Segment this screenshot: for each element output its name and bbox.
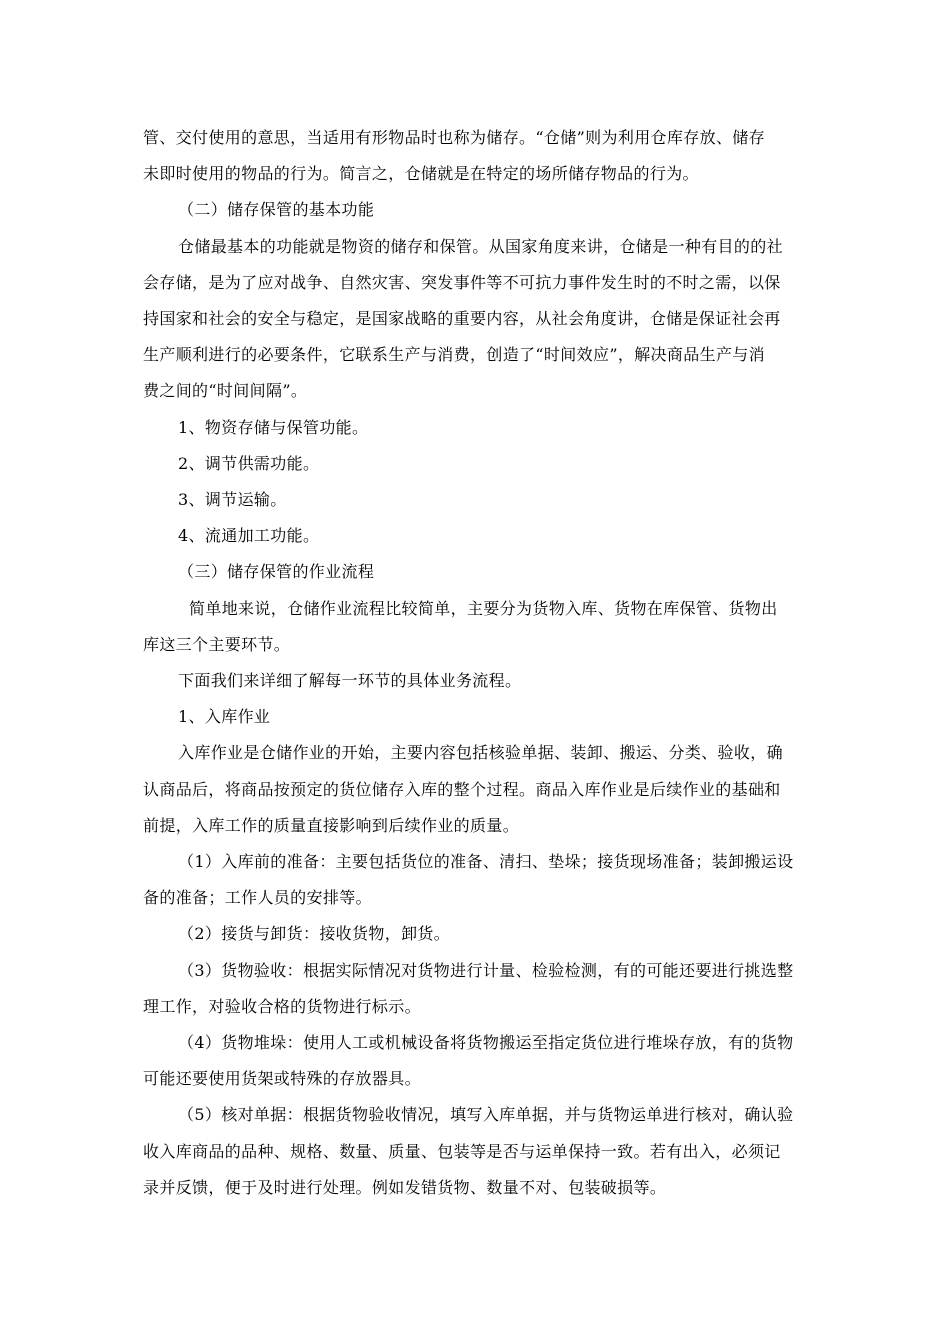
text-line: 前提，入库工作的质量直接影响到后续作业的质量。 <box>143 815 520 835</box>
text-line: 理工作，对验收合格的货物进行标示。 <box>143 996 421 1016</box>
text-line: 持国家和社会的安全与稳定，是国家战略的重要内容，从社会角度讲，仓储是保证社会再 <box>143 309 781 329</box>
text-line: 收入库商品的品种、规格、数量、质量、包装等是否与运单保持一致。若有出入，必须记 <box>143 1141 781 1161</box>
list-item: 2、调节供需功能。 <box>178 453 320 473</box>
list-item: （3）货物验收：根据实际情况对货物进行计量、检验检测，有的可能还要进行挑选整 <box>178 960 794 980</box>
list-item: （1）入库前的准备：主要包括货位的准备、清扫、垫垛；接货现场准备；装卸搬运设 <box>178 852 794 872</box>
document-body <box>143 120 811 1206</box>
list-item: （5）核对单据：根据货物验收情况，填写入库单据，并与货物运单进行核对，确认验 <box>178 1105 794 1125</box>
list-item: 1、物资存储与保管功能。 <box>178 417 369 437</box>
text-line: 会存储，是为了应对战争、自然灾害、突发事件等不可抗力事件发生时的不时之需，以保 <box>143 272 781 292</box>
section-heading-3: （三）储存保管的作业流程 <box>178 562 375 582</box>
text-line: 库这三个主要环节。 <box>143 634 291 654</box>
body-text <box>143 120 811 1206</box>
section-heading-2: （二）储存保管的基本功能 <box>178 200 375 220</box>
text-line: 备的准备；工作人员的安排等。 <box>143 888 372 908</box>
text-line: 录并反馈，便于及时进行处理。例如发错货物、数量不对、包装破损等。 <box>143 1177 667 1197</box>
text-line: 仓储最基本的功能就是物资的储存和保管。从国家角度来讲，仓储是一种有目的的社 <box>178 236 783 256</box>
list-item: 4、流通加工功能。 <box>178 526 320 546</box>
text-line: 认商品后，将商品按预定的货位储存入库的整个过程。商品入库作业是后续作业的基础和 <box>143 779 781 799</box>
text-line: 未即时使用的物品的行为。简言之，仓储就是在特定的场所储存物品的行为。 <box>143 164 699 184</box>
text-line: 简单地来说，仓储作业流程比较简单，主要分为货物入库、货物在库保管、货物出 <box>189 598 778 618</box>
list-item: 3、调节运输。 <box>178 490 287 510</box>
text-line: 入库作业是仓储作业的开始，主要内容包括核验单据、装卸、搬运、分类、验收，确 <box>178 743 783 763</box>
list-item: （2）接货与卸货：接收货物，卸货。 <box>178 924 451 944</box>
list-item: （4）货物堆垛：使用人工或机械设备将货物搬运至指定货位进行堆垛存放，有的货物 <box>178 1033 794 1053</box>
text-line: 管、交付使用的意思，当适用有形物品时也称为储存。“仓储”则为利用仓库存放、储存 <box>143 128 766 147</box>
text-line: 生产顺利进行的必要条件，它联系生产与消费，创造了“时间效应”，解决商品生产与消 <box>143 345 766 365</box>
text-line: 下面我们来详细了解每一环节的具体业务流程。 <box>178 671 522 691</box>
text-line: 可能还要使用货架或特殊的存放器具。 <box>143 1069 421 1089</box>
subsection-heading: 1、入库作业 <box>178 707 271 727</box>
text-line: 费之间的“时间间隔”。 <box>143 381 308 401</box>
